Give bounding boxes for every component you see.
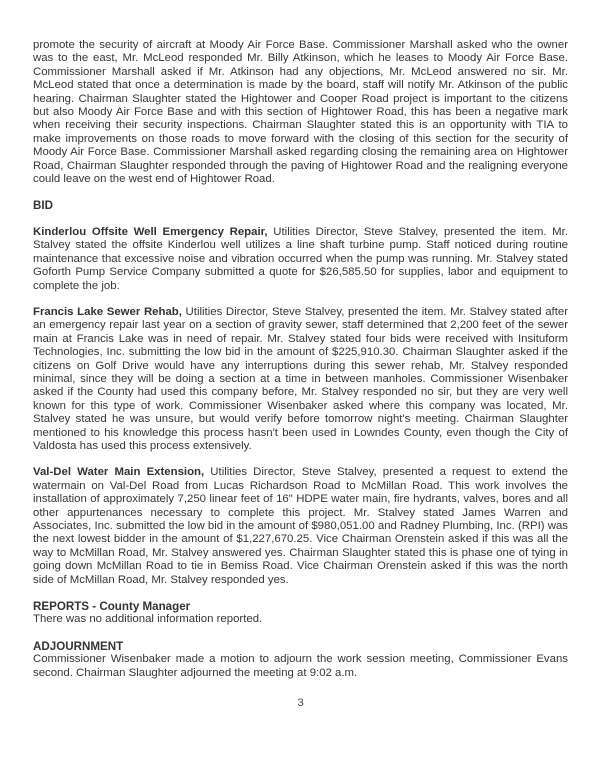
bid-item-val-del-body: Utilities Director, Steve Stalvey, presented a request to extend the watermain on Val-Del Road from Lucas Richardson Road to McMillan Road. This work involves the installation of approximately 7,250 linear feet of 16" HDPE water main, fire hydrants, valves, bores and all other appurtenances necessary to complete this project. Mr. Stalvey stated James Warren and Associates, Inc. submitted the low bid in the amount of $980,051.00 and Radney Plumbing, Inc. (RPI) was the next lowest bidder in the amount of $1,227,670.25. Vice Chairman Orenstein asked if this was all the way to McMillan Road, Mr. Stalvey answered yes. Chairman Slaughter stated this is phase one of tying in going down McMillan Road to tie in Bemiss Road. Vice Chairman Orenstein asked if this was the north side of McMillan Road, Mr. Stalvey responded yes. — [33, 466, 568, 586]
bid-item-val-del — [33, 466, 568, 587]
document-content — [33, 39, 568, 710]
bid-item-francis-lake-title: Francis Lake Sewer Rehab, — [33, 305, 182, 318]
reports-section-body: There was no additional information reported. — [33, 613, 263, 626]
bid-item-kinderlou-body: Utilities Director, Steve Stalvey, presented the item. Mr. Stalvey stated the offsite Kinderlou well utilizes a line shaft turbine pump. Staff noticed during routine maintenance that excessive noise and vibration occurred when the pump was running. Mr. Stalvey stated Goforth Pump Service Company submitted a quote for $26,585.50 for supplies, labor and equipment to complete the job. — [33, 225, 569, 292]
intro-paragraph: promote the security of aircraft at Moody Air Force Base. Commissioner Marshall asked who the owner was to the east, Mr. McLeod responded Mr. Billy Atkinson, which he leases to Moody Air Force Base. Commissioner Marshall asked if Mr. Atkinson had any objections, Mr. McLeod answered no sir. Mr. McLeod stated that once a determination is made by the board, staff will notify Mr. Atkinson of the public hearing. Chairman Slaughter stated the Hightower and Cooper Road project is important to the citizens but also Moody Air Force Base and with this section of Hightower Road, this has been a negative mark when receiving their security inspections. Chairman Slaughter stated this is an opportunity with TIA to make improvements on those roads to move forward with the closing of this section for the security of Moody Air Force Base. Commissioner Marshall asked regarding closing the remaining area on Hightower Road, Chairman Slaughter responded through the paving of Hightower Road and the realigning everyone could leave on the west end of Hightower Road. — [33, 39, 568, 186]
reports-section — [33, 600, 568, 627]
adjournment-section — [33, 640, 568, 680]
adjournment-section-heading: ADJOURNMENT — [33, 639, 124, 653]
bid-item-francis-lake — [33, 306, 568, 453]
bid-item-val-del-title: Val-Del Water Main Extension, — [33, 466, 205, 479]
page-number: 3 — [297, 697, 304, 710]
bid-item-kinderlou — [33, 226, 568, 293]
bid-item-kinderlou-title: Kinderlou Offsite Well Emergency Repair, — [33, 225, 268, 238]
bid-item-francis-lake-body: Utilities Director, Steve Stalvey, presented the item. Mr. Stalvey stated after an emergency repair last year on a section of gravity sewer, staff determined that 2,200 feet of the sewer main at Francis Lake was in need of repair. Mr. Stalvey stated four bids were received with Insituform Technologies, Inc. submitting the low bid in the amount of $225,910.30. Chairman Slaughter asked if the citizens on Golf Drive would have any interruptions during this sewer rehab, Mr. Stalvey responded minimal, since they will be doing a section at a time in between manholes. Commissioner Wisenbaker asked if the County had used this company before, Mr. Stalvey responded no sir, but they are very well known for this type of work. Commissioner Wisenbaker asked where this company was located, Mr. Stalvey stated he was unsure, but would verify before tomorrow night's meeting. Chairman Slaughter mentioned to his knowledge this process hasn't been used in Lowndes County, even though the City of Valdosta has used this process extensively. — [33, 305, 568, 452]
reports-section-heading: REPORTS - County Manager — [33, 600, 191, 614]
bid-section-heading: BID — [33, 199, 53, 213]
adjournment-section-body: Commissioner Wisenbaker made a motion to adjourn the work session meeting, Commissioner Evans second. Chairman Slaughter adjourned the meeting at 9:02 a.m. — [33, 653, 568, 679]
